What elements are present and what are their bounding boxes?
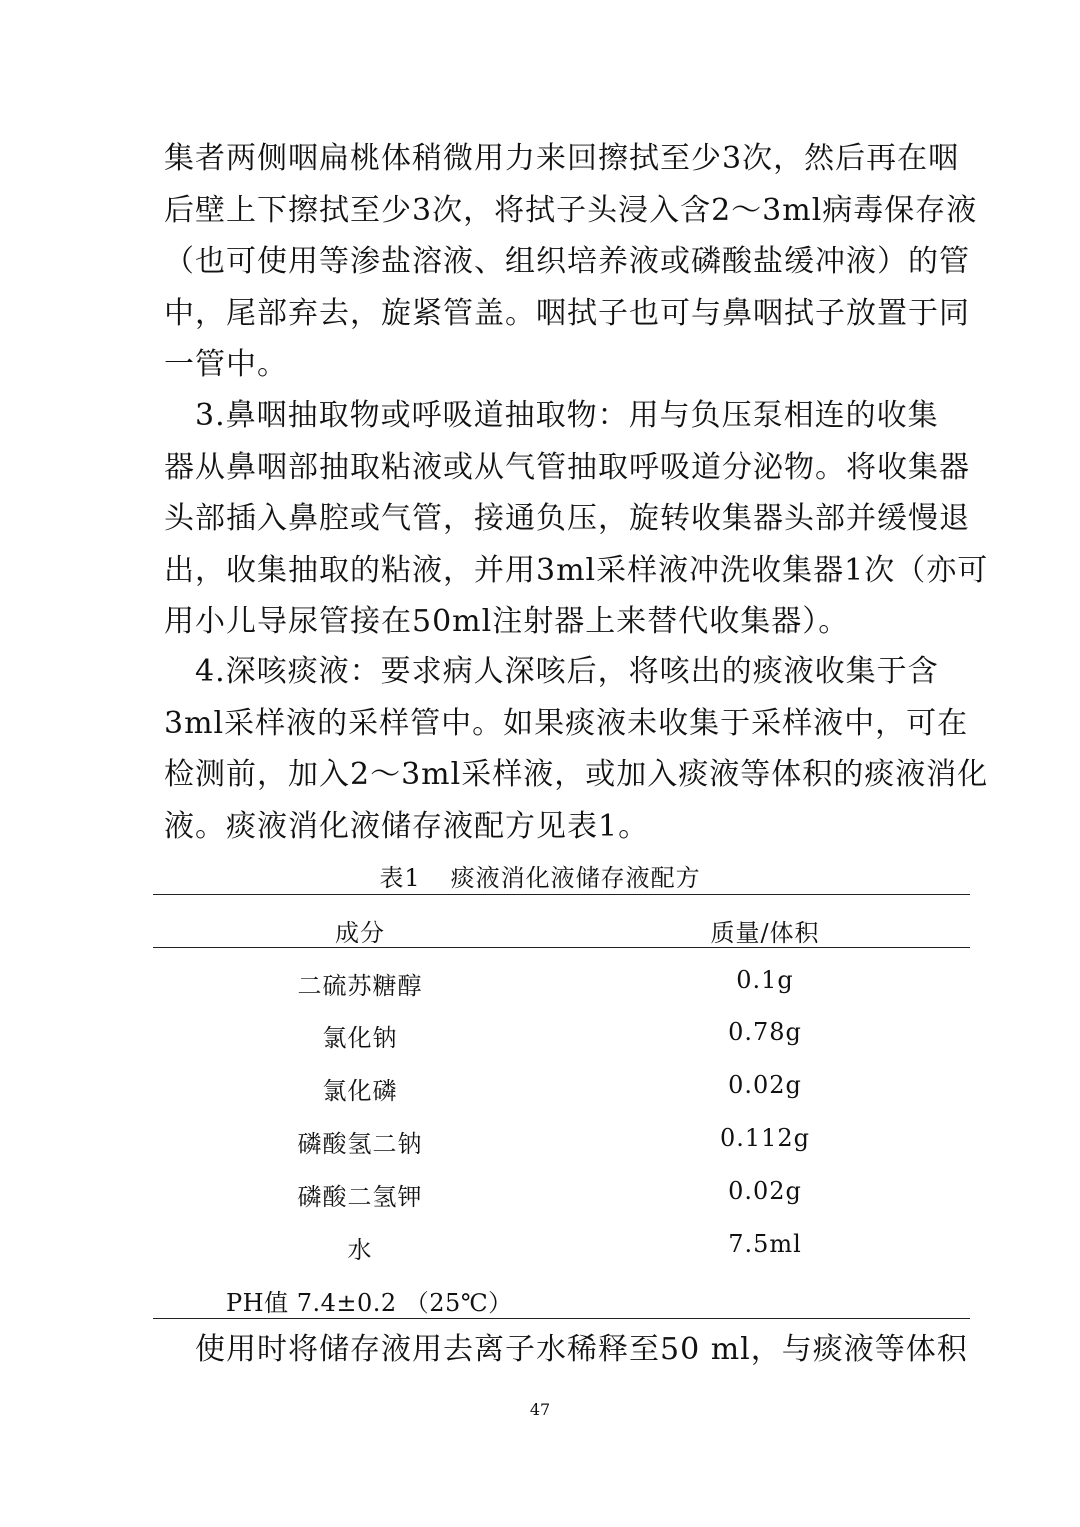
paragraph-usage	[164, 1324, 968, 1376]
text-line: 集者两侧咽扁桃体稍微用力来回擦拭至少3次，然后再在咽	[164, 141, 960, 176]
text-line: 后壁上下擦拭至少3次，将拭子头浸入含2～3ml病毒保存液	[164, 192, 978, 228]
paragraph-nasopharyngeal-aspirate	[164, 390, 989, 648]
table-cell-amount: 0.112g	[719, 1124, 811, 1152]
page-number: 47	[529, 1400, 551, 1419]
text-line: 使用时将储存液用去离子水稀释至50 ml，与痰液等体积	[164, 1332, 968, 1367]
table-header-amount: 质量/体积	[710, 919, 820, 947]
text-line: 3ml采样液的采样管中。如果痰液未收集于采样液中，可在	[164, 705, 969, 741]
table-cell-component: 二硫苏糖醇	[297, 972, 423, 1000]
text-line: 检测前，加入2～3ml采样液，或加入痰液等体积的痰液消化	[164, 757, 989, 792]
paragraph-throat-swab	[164, 133, 978, 391]
table-cell-amount: 0.1g	[736, 966, 794, 994]
table-ph-note: PH值 7.4±0.2 （25℃）	[226, 1289, 513, 1317]
text-line: 液。痰液消化液储存液配方见表1。	[164, 808, 650, 844]
table-cell-amount: 0.02g	[728, 1071, 802, 1099]
text-line: （也可使用等渗盐溶液、组织培养液或磷酸盐缓冲液）的管	[164, 244, 970, 279]
text-line: 一管中。	[164, 347, 288, 382]
text-line: 出，收集抽取的粘液，并用3ml采样液冲洗收集器1次（亦可	[164, 552, 989, 588]
table-caption-title: 痰液消化液储存液配方	[450, 864, 701, 892]
table-cell-amount: 0.78g	[728, 1018, 802, 1046]
table-cell-component: 水	[347, 1236, 373, 1264]
paragraph-deep-cough-sputum	[164, 646, 989, 852]
table-cell-amount: 0.02g	[728, 1177, 802, 1205]
table-cell-amount: 7.5ml	[728, 1230, 802, 1258]
text-line: 中，尾部弃去，旋紧管盖。咽拭子也可与鼻咽拭子放置于同	[164, 295, 970, 331]
text-line: 用小儿导尿管接在50ml注射器上来替代收集器）。	[164, 604, 850, 639]
table-top-rule	[153, 894, 970, 895]
table-cell-component: 磷酸氢二钠	[297, 1130, 423, 1158]
table-cell-component: 氯化磷	[322, 1077, 398, 1105]
text-line: 3.鼻咽抽取物或呼吸道抽取物：用与负压泵相连的收集	[164, 398, 939, 433]
table-caption	[0, 858, 1080, 893]
table-caption-number: 表1	[379, 864, 421, 892]
text-line: 头部插入鼻腔或气管，接通负压，旋转收集器头部并缓慢退	[164, 501, 970, 536]
table-bottom-rule	[153, 1318, 970, 1319]
table-cell-component: 氯化钠	[322, 1024, 398, 1052]
table-cell-component: 磷酸二氢钾	[297, 1183, 423, 1211]
text-line: 4.深咳痰液：要求病人深咳后，将咳出的痰液收集于含	[164, 654, 939, 689]
text-line: 器从鼻咽部抽取粘液或从气管抽取呼吸道分泌物。将收集器	[164, 449, 970, 485]
table-header-component: 成分	[335, 919, 385, 947]
